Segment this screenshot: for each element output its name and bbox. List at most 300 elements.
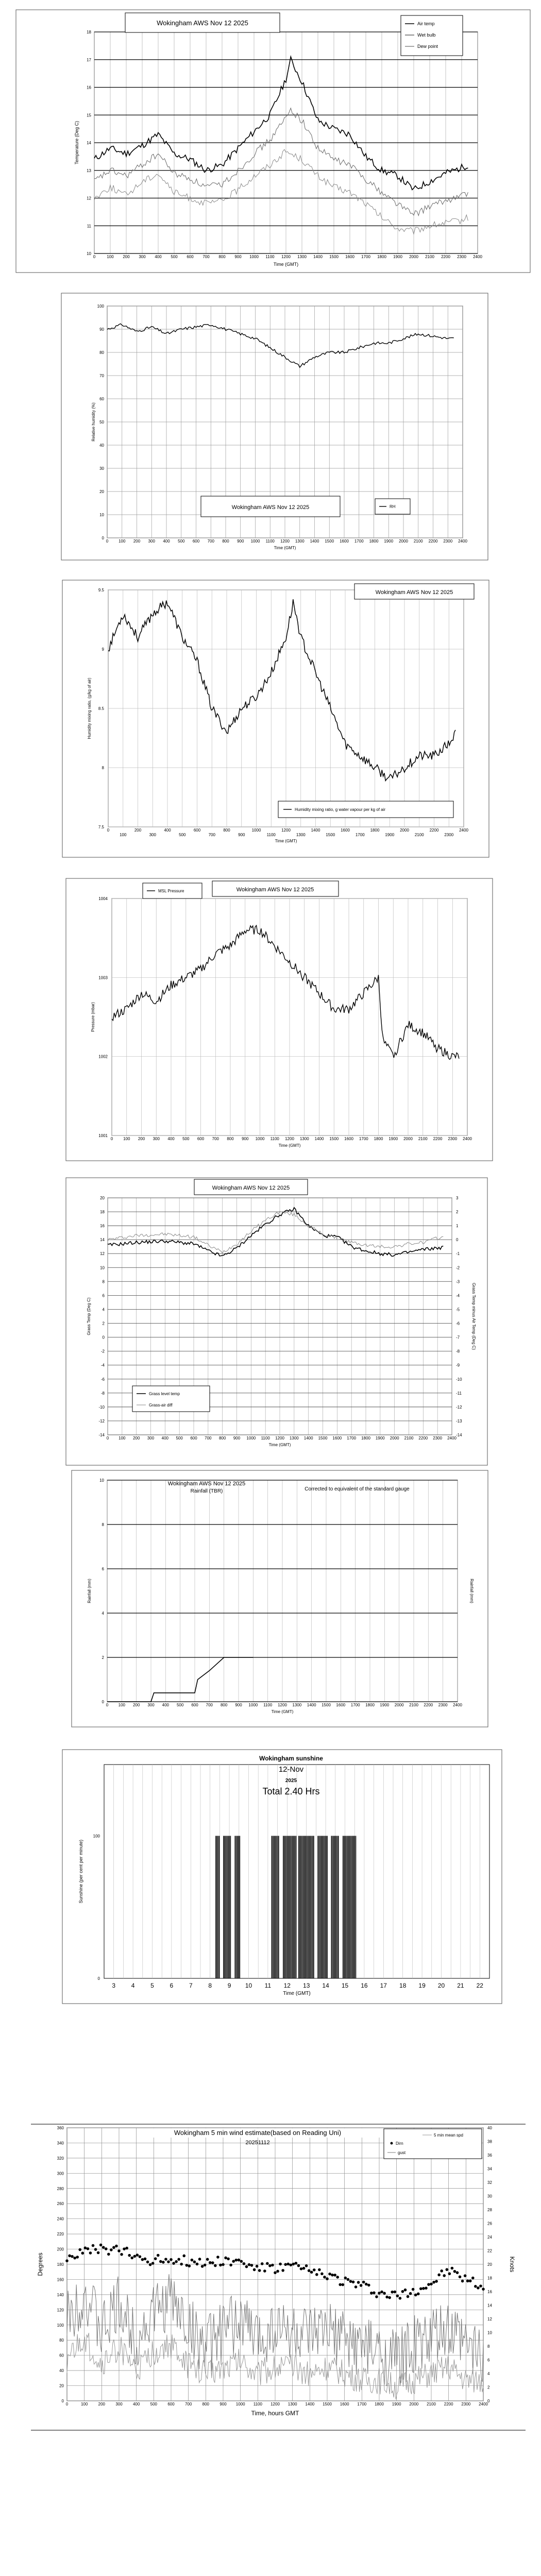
legend-entry: Dew point: [417, 44, 438, 49]
y-tick-label: 10: [100, 1265, 105, 1270]
direction-point: [466, 2280, 469, 2283]
direction-point: [87, 2247, 90, 2250]
x-tick-label: 800: [223, 828, 230, 833]
x-tick-label: 500: [150, 2402, 158, 2406]
y2-tick-label: -8: [456, 1349, 460, 1354]
y-tick-label: -4: [100, 1363, 105, 1368]
direction-point: [238, 2259, 241, 2262]
y-axis-label: Pressure (mbar): [91, 1002, 95, 1032]
x-tick-label: 300: [147, 1703, 155, 1707]
x-tick-label: 1100: [253, 2402, 262, 2406]
direction-point: [474, 2285, 477, 2288]
x-tick-label: 1000: [249, 255, 259, 259]
direction-point: [396, 2294, 399, 2297]
y-tick-label: 260: [57, 2201, 64, 2207]
direction-point: [482, 2287, 485, 2291]
y-tick-label: 14: [87, 141, 91, 145]
y-tick-label: 40: [59, 2368, 64, 2374]
direction-point: [68, 2255, 71, 2258]
direction-point: [198, 2258, 201, 2261]
direction-point: [425, 2286, 428, 2290]
direction-point: [206, 2258, 209, 2261]
legend-entry: Air temp: [417, 21, 435, 26]
y-axis-label: Sunshine (per cent per minute): [78, 1839, 83, 1904]
y-tick-label: 220: [57, 2232, 64, 2237]
y2-tick-label: 34: [487, 2166, 492, 2172]
y2-tick-label: 1: [456, 1224, 459, 1229]
y2-tick-label: 2: [456, 1210, 459, 1215]
direction-point: [154, 2257, 157, 2260]
direction-point: [318, 2268, 321, 2272]
x-tick-label: 1600: [345, 255, 354, 259]
x-tick-label: 600: [192, 539, 200, 544]
y-tick-label: 17: [87, 57, 91, 62]
direction-point: [295, 2262, 298, 2265]
direction-point: [443, 2274, 446, 2277]
x-tick-label: 2300: [444, 833, 454, 837]
y2-axis-label: Rainfall (mm): [469, 1579, 474, 1603]
direction-point: [182, 2255, 185, 2258]
direction-point: [136, 2253, 139, 2257]
y-tick-label: 0: [102, 1335, 105, 1340]
y2-tick-label: -10: [456, 1377, 462, 1382]
y-tick-label: 240: [57, 2216, 64, 2222]
x-tick-label: 800: [227, 1137, 234, 1141]
direction-point: [407, 2295, 410, 2298]
y-tick-label: 300: [57, 2171, 64, 2176]
y-tick-label: 70: [99, 374, 104, 378]
direction-point: [417, 2293, 420, 2296]
chart-title: Wokingham AWS Nov 12 2025: [375, 589, 453, 596]
direction-point: [446, 2268, 449, 2271]
direction-point: [310, 2270, 313, 2274]
y-tick-label: 4: [102, 1307, 105, 1312]
x-tick-label: 2400: [459, 828, 468, 833]
direction-point: [342, 2283, 345, 2286]
x-tick-label: 0: [65, 2402, 69, 2406]
direction-point: [378, 2292, 381, 2295]
x-tick-label: 2300: [457, 255, 466, 259]
y-tick-label: 8.5: [98, 706, 104, 711]
x-tick-label: 17: [380, 1982, 387, 1989]
direction-point: [263, 2269, 266, 2273]
x-tick-label: 13: [303, 1982, 310, 1989]
y-tick-label: -6: [100, 1377, 105, 1382]
x-tick-label: 2200: [429, 828, 439, 833]
x-tick-label: 2100: [413, 539, 423, 544]
direction-point: [362, 2281, 365, 2284]
x-tick-label: 500: [176, 1703, 184, 1707]
legend-entry: MSL Pressure: [158, 889, 184, 893]
direction-point: [130, 2257, 133, 2260]
legend-box: [132, 1386, 210, 1412]
y2-tick-label: 0: [487, 2399, 490, 2403]
chart-title: Wokingham AWS Nov 12 2025: [167, 1481, 246, 1487]
direction-point: [185, 2264, 189, 2267]
x-tick-label: 2000: [394, 1703, 404, 1707]
direction-point: [430, 2282, 433, 2285]
y-tick-label: -10: [98, 1404, 105, 1410]
direction-point: [229, 2264, 232, 2267]
x-tick-label: 1500: [325, 539, 334, 544]
y2-tick-label: 3: [456, 1196, 459, 1200]
direction-point: [214, 2264, 217, 2267]
x-tick-label: 200: [133, 539, 141, 544]
x-tick-label: 0: [110, 1137, 113, 1141]
x-tick-label: 900: [219, 2402, 227, 2406]
x-tick-label: 2100: [409, 1703, 418, 1707]
x-tick-label: 1200: [281, 828, 291, 833]
y-axis-label: Rainfall (mm): [87, 1579, 92, 1603]
direction-point: [76, 2256, 79, 2259]
direction-point: [219, 2264, 222, 2267]
direction-point: [471, 2277, 475, 2280]
x-tick-label: 900: [237, 539, 244, 544]
y2-tick-label: 20: [487, 2262, 492, 2267]
x-tick-label: 900: [238, 833, 245, 837]
y-tick-label: 12: [87, 196, 91, 201]
y2-tick-label: 40: [487, 2126, 492, 2130]
y2-axis-label: Knots: [509, 2256, 516, 2273]
y-tick-label: 0: [97, 1976, 100, 1981]
x-tick-label: 400: [167, 1137, 175, 1141]
x-tick-label: 1100: [261, 1436, 270, 1440]
x-axis-label: Time, hours GMT: [251, 2410, 299, 2417]
chart-total: Total 2.40 Hrs: [262, 1786, 320, 1797]
x-tick-label: 1400: [310, 539, 319, 544]
x-tick-label: 1900: [385, 833, 395, 837]
x-tick-label: 300: [147, 1436, 155, 1440]
x-tick-label: 400: [155, 255, 162, 259]
x-tick-label: 1200: [280, 539, 290, 544]
x-tick-label: 1200: [285, 1137, 294, 1141]
direction-point: [172, 2262, 175, 2265]
x-tick-label: 300: [148, 539, 155, 544]
direction-point: [286, 2263, 290, 2266]
direction-point: [211, 2261, 214, 2264]
legend-entry: Dirn: [396, 2141, 403, 2146]
direction-point: [240, 2260, 243, 2263]
y-tick-label: 0: [61, 2399, 64, 2403]
x-tick-label: 1200: [281, 255, 291, 259]
x-tick-label: 0: [106, 539, 109, 544]
direction-point: [297, 2264, 300, 2267]
y-tick-label: 1003: [98, 975, 108, 980]
x-tick-label: 600: [191, 1703, 198, 1707]
y-tick-label: 6: [102, 1293, 105, 1298]
x-tick-label: 2400: [463, 1137, 472, 1141]
y-tick-label: 1001: [98, 1133, 108, 1138]
y2-tick-label: 8: [487, 2344, 490, 2349]
direction-point: [162, 2261, 165, 2264]
y-tick-label: 2: [102, 1321, 105, 1326]
wind-chart-panel: [31, 2123, 526, 2432]
direction-point: [427, 2283, 430, 2286]
y-tick-label: 11: [87, 224, 91, 229]
chart-title: Wokingham AWS Nov 12 2025: [157, 19, 248, 27]
x-tick-label: 600: [190, 1436, 197, 1440]
chart-title: Wokingham AWS Nov 12 2025: [236, 887, 314, 893]
legend-entry: RH: [390, 504, 396, 509]
x-tick-label: 500: [179, 833, 186, 837]
direction-point: [469, 2280, 472, 2283]
x-tick-label: 800: [218, 255, 226, 259]
direction-point: [261, 2262, 264, 2265]
y2-tick-label: -11: [456, 1391, 462, 1396]
x-tick-label: 1500: [329, 255, 339, 259]
x-tick-label: 700: [207, 539, 214, 544]
y-tick-label: 40: [99, 443, 104, 448]
legend-entry: Grass level temp: [149, 1392, 180, 1396]
x-tick-label: 1200: [270, 2402, 280, 2406]
y-tick-label: 14: [100, 1238, 105, 1243]
y2-tick-label: -4: [456, 1293, 460, 1298]
direction-point: [193, 2261, 196, 2264]
y-tick-label: 100: [93, 1834, 100, 1839]
y-tick-label: 10: [87, 251, 91, 256]
y-tick-label: 120: [57, 2308, 64, 2313]
x-tick-label: 700: [208, 833, 215, 837]
direction-point: [435, 2280, 438, 2283]
x-axis-label: Time (GMT): [274, 546, 296, 550]
x-tick-label: 1300: [297, 255, 307, 259]
direction-point: [99, 2244, 103, 2247]
x-tick-label: 2200: [441, 255, 450, 259]
y-tick-label: 50: [99, 420, 104, 425]
y2-tick-label: 28: [487, 2208, 492, 2212]
direction-point: [290, 2263, 293, 2266]
x-tick-label: 100: [80, 2402, 88, 2406]
x-tick-label: 1000: [251, 828, 261, 833]
humidity-chart-panel: [61, 293, 488, 561]
y-tick-label: -12: [98, 1418, 105, 1423]
x-tick-label: 2000: [409, 255, 418, 259]
legend-entry: gust: [398, 2150, 406, 2155]
y2-axis-label: Grass Temp minus Air Temp (Deg C): [471, 1283, 476, 1350]
direction-point: [128, 2254, 131, 2257]
direction-point: [331, 2274, 334, 2277]
direction-point: [245, 2265, 248, 2268]
direction-point: [459, 2276, 462, 2279]
x-tick-label: 1900: [380, 1703, 390, 1707]
y2-tick-label: 18: [487, 2276, 492, 2281]
x-tick-label: 2000: [399, 539, 408, 544]
y-axis-label: Humidity mixing ratio, (g/kg of air): [87, 677, 92, 739]
x-tick-label: 600: [187, 255, 194, 259]
direction-point: [477, 2286, 480, 2290]
x-tick-label: 2300: [433, 1436, 443, 1440]
direction-point: [344, 2277, 347, 2280]
direction-point: [333, 2274, 336, 2277]
grass-temp-chart-panel: [65, 1177, 488, 1466]
x-tick-label: 2300: [461, 2402, 471, 2406]
x-tick-label: 1700: [354, 539, 364, 544]
direction-point: [92, 2244, 95, 2247]
legend-entry: 5 min mean spd: [434, 2133, 463, 2138]
y-tick-label: 12: [100, 1251, 105, 1257]
x-tick-label: 800: [218, 1436, 226, 1440]
x-tick-label: 1400: [314, 1137, 324, 1141]
direction-point: [451, 2267, 454, 2270]
x-tick-label: 300: [139, 255, 146, 259]
x-tick-label: 1600: [340, 539, 349, 544]
direction-point: [110, 2248, 113, 2251]
x-tick-label: 500: [182, 1137, 190, 1141]
x-tick-label: 300: [149, 833, 156, 837]
x-tick-label: 19: [418, 1982, 426, 1989]
x-tick-label: 11: [264, 1982, 272, 1989]
x-tick-label: 1100: [266, 833, 276, 837]
direction-point: [250, 2264, 253, 2267]
x-tick-label: 21: [457, 1982, 464, 1989]
x-tick-label: 200: [138, 1137, 145, 1141]
y-tick-label: 18: [87, 30, 91, 35]
x-tick-label: 1400: [313, 255, 323, 259]
y2-tick-label: 2: [487, 2385, 490, 2390]
direction-point: [180, 2263, 183, 2266]
x-tick-label: 1900: [384, 539, 394, 544]
x-tick-label: 700: [212, 1137, 219, 1141]
chart-title: Wokingham 5 min wind estimate(based on Reading Uni): [174, 2129, 342, 2137]
y-tick-label: 60: [59, 2353, 64, 2358]
x-tick-label: 2200: [428, 539, 438, 544]
x-tick-label: 1000: [255, 1137, 265, 1141]
x-tick-label: 900: [242, 1137, 249, 1141]
x-tick-label: 2200: [418, 1436, 428, 1440]
grass-temp-chart: [65, 1177, 488, 1466]
x-tick-label: 2300: [443, 539, 453, 544]
sunshine-chart: [62, 1749, 502, 2004]
direction-point: [177, 2258, 180, 2261]
x-tick-label: 0: [93, 255, 96, 259]
x-tick-label: 2100: [427, 2402, 436, 2406]
direction-point: [266, 2262, 269, 2265]
direction-point: [394, 2291, 397, 2294]
y2-tick-label: -9: [456, 1363, 460, 1368]
direction-point: [125, 2247, 128, 2250]
direction-point: [274, 2271, 277, 2274]
direction-point: [258, 2269, 261, 2272]
direction-point: [383, 2292, 386, 2295]
direction-point: [84, 2246, 87, 2249]
x-tick-label: 0: [106, 1703, 109, 1707]
direction-point: [89, 2251, 92, 2255]
direction-point: [117, 2249, 121, 2252]
direction-point: [328, 2273, 331, 2276]
x-tick-label: 1900: [375, 1436, 385, 1440]
x-tick-label: 1700: [357, 2402, 367, 2406]
direction-point: [336, 2276, 339, 2279]
direction-point: [97, 2251, 100, 2255]
x-tick-label: 200: [132, 1703, 140, 1707]
x-tick-label: 1700: [347, 1436, 357, 1440]
x-tick-label: 1500: [318, 1436, 328, 1440]
y-tick-label: 20: [59, 2383, 64, 2388]
x-tick-label: 7: [189, 1982, 193, 1989]
x-tick-label: 400: [164, 828, 171, 833]
direction-point: [302, 2267, 306, 2270]
y-tick-label: 280: [57, 2186, 64, 2191]
x-tick-label: 1600: [332, 1436, 342, 1440]
direction-point: [139, 2255, 142, 2258]
x-tick-label: 100: [119, 1436, 126, 1440]
direction-point: [107, 2253, 110, 2256]
direction-point: [216, 2256, 219, 2259]
y2-tick-label: 26: [487, 2221, 492, 2226]
direction-point: [373, 2291, 376, 2294]
direction-point: [204, 2264, 207, 2267]
x-tick-label: 1200: [275, 1436, 284, 1440]
direction-point: [227, 2258, 230, 2261]
x-tick-label: 900: [233, 1436, 241, 1440]
x-tick-label: 200: [123, 255, 130, 259]
y-axis-label: Relative humidity (%): [91, 402, 96, 442]
direction-point: [248, 2263, 251, 2266]
direction-point: [401, 2290, 404, 2293]
direction-point: [279, 2263, 282, 2266]
x-axis-label: Time (GMT): [271, 1709, 294, 1714]
chart-date: 12-Nov: [278, 1765, 304, 1774]
x-tick-label: 1900: [388, 1137, 398, 1141]
y-tick-label: 15: [87, 113, 91, 118]
y-tick-label: 340: [57, 2141, 64, 2146]
direction-point: [224, 2257, 227, 2260]
direction-point: [256, 2265, 259, 2268]
direction-point: [102, 2246, 105, 2249]
direction-point: [170, 2258, 173, 2261]
direction-point: [305, 2264, 308, 2267]
x-tick-label: 3: [112, 1982, 116, 1989]
x-tick-label: 300: [115, 2402, 123, 2406]
x-tick-label: 1700: [350, 1703, 360, 1707]
x-tick-label: 1600: [336, 1703, 346, 1707]
mixing-ratio-chart-panel: [62, 580, 489, 858]
direction-point: [133, 2255, 137, 2258]
direction-point: [367, 2284, 370, 2287]
x-tick-label: 400: [162, 1703, 170, 1707]
y2-tick-label: -12: [456, 1404, 462, 1410]
x-tick-label: 22: [476, 1982, 483, 1989]
x-tick-label: 1700: [361, 255, 370, 259]
y-tick-label: 60: [99, 397, 104, 401]
chart-title: Wokingham AWS Nov 12 2025: [231, 504, 310, 511]
x-tick-label: 1300: [296, 833, 306, 837]
x-tick-label: 0: [107, 828, 110, 833]
chart-subtitle: 20251112: [245, 2140, 270, 2146]
x-tick-label: 400: [163, 539, 170, 544]
direction-point: [81, 2252, 84, 2255]
x-tick-label: 300: [153, 1137, 160, 1141]
direction-point: [112, 2246, 115, 2249]
x-tick-label: 1000: [250, 539, 260, 544]
direction-point: [440, 2269, 443, 2273]
y2-tick-label: 30: [487, 2194, 492, 2199]
x-tick-label: 2100: [418, 1137, 428, 1141]
direction-point: [232, 2260, 235, 2263]
x-tick-label: 100: [118, 1703, 126, 1707]
direction-point: [268, 2264, 272, 2267]
legend-entry: Humidity mixing ratio, g water vapour per kg of air: [295, 807, 386, 812]
y-tick-label: 6: [102, 1567, 104, 1571]
x-tick-label: 2200: [424, 1703, 433, 1707]
x-tick-label: 1000: [235, 2402, 245, 2406]
direction-point: [432, 2281, 435, 2284]
direction-point: [284, 2263, 287, 2266]
x-tick-label: 1700: [359, 1137, 368, 1141]
x-tick-label: 12: [283, 1982, 291, 1989]
pressure-chart: [65, 878, 493, 1161]
y-tick-label: 10: [99, 513, 104, 517]
